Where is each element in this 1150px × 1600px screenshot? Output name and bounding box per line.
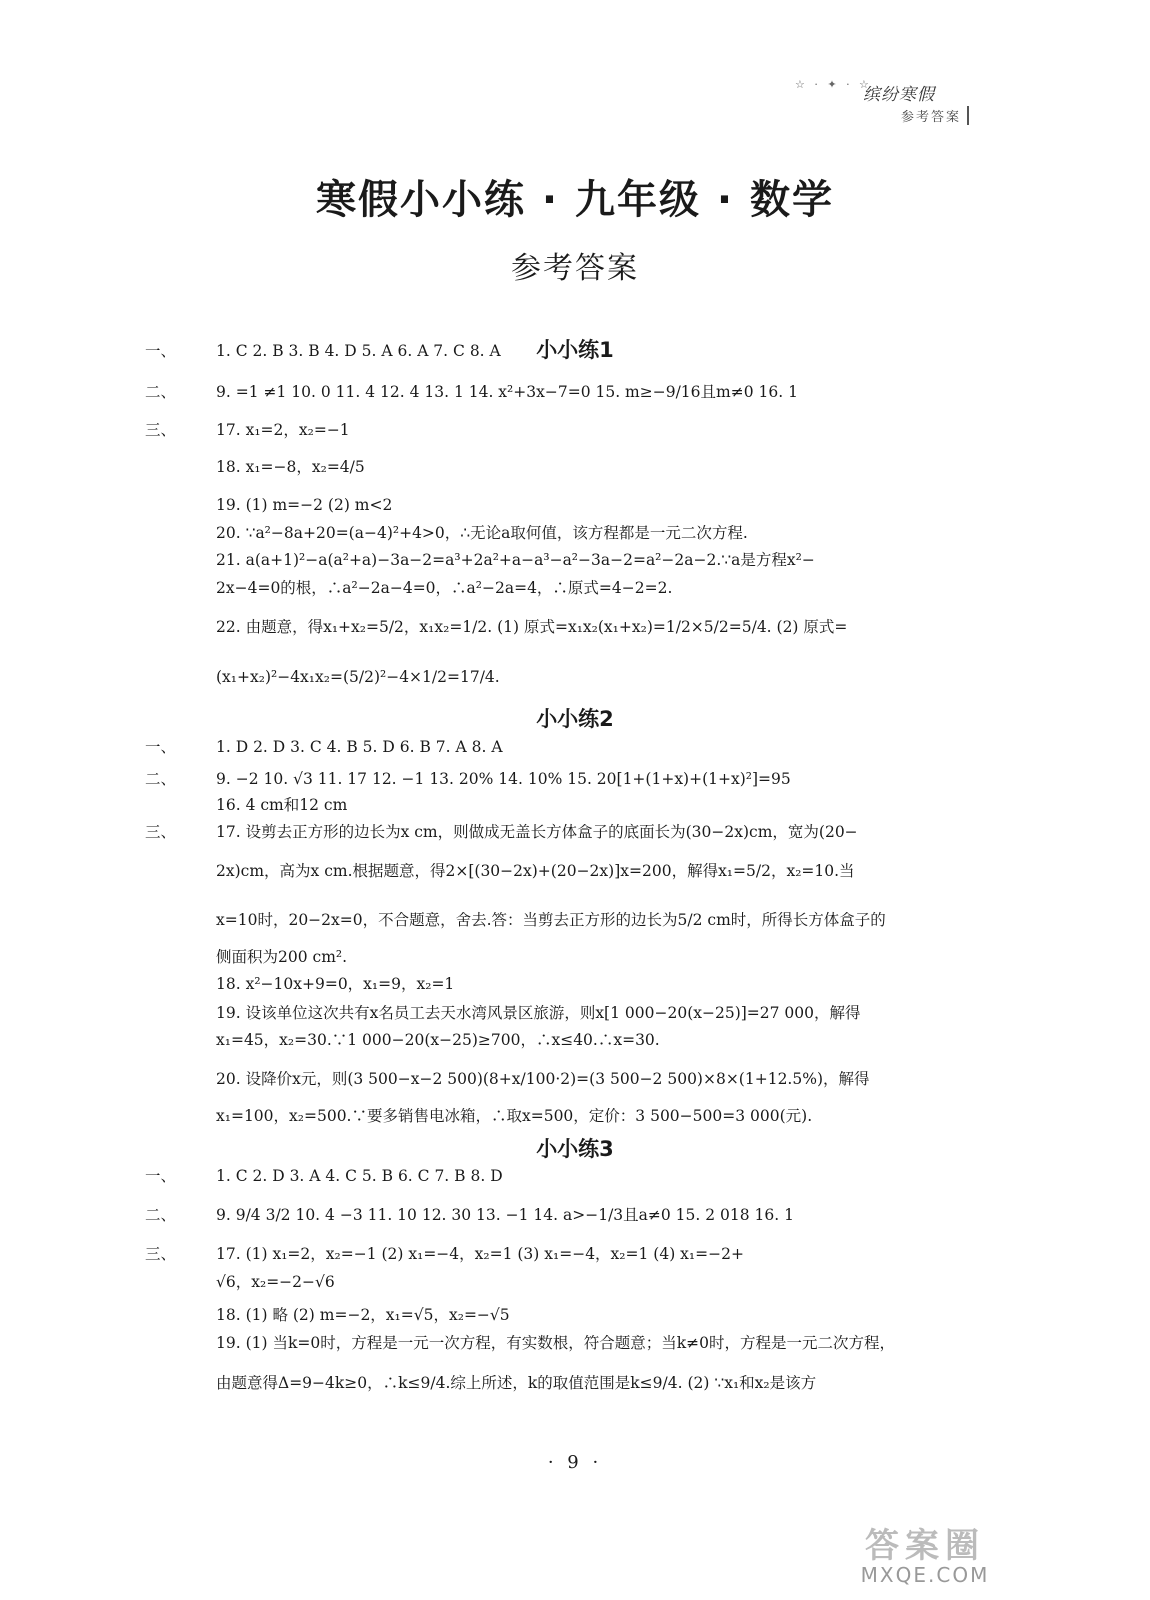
answer-line xyxy=(0,452,1150,482)
answer-line xyxy=(0,1328,1150,1358)
line-label: 三、 xyxy=(145,1245,177,1263)
line-text: 1. C 2. B 3. B 4. D 5. A 6. A 7. C 8. A xyxy=(216,342,501,360)
line-text: 1. D 2. D 3. C 4. B 5. D 6. B 7. A 8. A xyxy=(216,738,503,756)
line-text: 由题意得Δ=9−4k≥0，∴k≤9/4.综上所述，k的取值范围是k≤9/4. (2) ∵x₁和x₂是该方 xyxy=(216,1374,817,1392)
answer-line xyxy=(0,969,1150,999)
answer-line xyxy=(0,856,1150,886)
line-text: 18. x²−10x+9=0，x₁=9，x₂=1 xyxy=(216,975,455,993)
section-heading: 小小练1 xyxy=(536,338,614,362)
answer-line xyxy=(0,1267,1150,1297)
line-label: 一、 xyxy=(145,1167,177,1185)
line-text: 22. 由题意，得x₁+x₂=5/2，x₁x₂=1/2. (1) 原式=x₁x₂(x₁+x₂)=1/2×5/2=5/4. (2) 原式= xyxy=(216,618,848,636)
answer-line xyxy=(0,1300,1150,1330)
answer-line xyxy=(0,518,1150,548)
brand-text: 缤纷寒假 xyxy=(863,85,935,105)
answer-line xyxy=(0,490,1150,520)
line-text: 17. x₁=2，x₂=−1 xyxy=(216,421,350,439)
section-heading: 小小练2 xyxy=(536,707,614,731)
line-text: 1. C 2. D 3. A 4. C 5. B 6. C 7. B 8. D xyxy=(216,1167,503,1185)
line-text: 2x−4=0的根，∴a²−2a−4=0，∴a²−2a=4，∴原式=4−2=2. xyxy=(216,579,673,597)
line-label: 二、 xyxy=(145,383,177,401)
line-text: 9. 9/4 3/2 10. 4 −3 11. 10 12. 30 13. −1 14. a>−1/3且a≠0 15. 2 018 16. 1 xyxy=(216,1206,794,1224)
answer-line xyxy=(0,790,1150,820)
header-logo xyxy=(775,78,975,124)
line-text: √6，x₂=−2−√6 xyxy=(216,1273,335,1291)
line-label: 三、 xyxy=(145,421,177,439)
watermark xyxy=(830,1518,1020,1588)
section-heading: 小小练3 xyxy=(536,1137,614,1161)
line-text: 19. (1) 当k=0时，方程是一元一次方程，有实数根，符合题意；当k≠0时，方程是一元二次方程， xyxy=(216,1334,895,1352)
page-number: · 9 · xyxy=(547,1452,603,1473)
answer-line xyxy=(0,905,1150,935)
line-text: x₁=100，x₂=500.∵要多销售电冰箱，∴取x=500，定价：3 500−500=3 000(元). xyxy=(216,1107,813,1125)
answer-line xyxy=(0,573,1150,603)
line-label: 一、 xyxy=(145,738,177,756)
answer-line xyxy=(0,942,1150,972)
answer-line xyxy=(0,1161,1150,1191)
answer-line xyxy=(0,336,1150,366)
line-text: 侧面积为200 cm². xyxy=(216,948,348,966)
page-title: 寒假小小练 · 九年级 · 数学 xyxy=(315,177,835,223)
line-text: 18. x₁=−8，x₂=4/5 xyxy=(216,458,365,476)
line-text: 18. (1) 略 (2) m=−2，x₁=√5，x₂=−√5 xyxy=(216,1306,510,1324)
answer-line xyxy=(0,1101,1150,1131)
header-subtitle: 参考答案 xyxy=(901,106,969,125)
line-text: 20. 设降价x元，则(3 500−x−2 500)(8+x/100·2)=(3 500−2 500)×8×(1+12.5%)，解得 xyxy=(216,1070,870,1088)
answer-line xyxy=(0,377,1150,407)
line-label: 二、 xyxy=(145,770,177,788)
line-text: 2x)cm，高为x cm.根据题意，得2×[(30−2x)+(20−2x)]x=200，解得x₁=5/2，x₂=10.当 xyxy=(216,862,855,880)
answer-line xyxy=(0,545,1150,575)
answer-line xyxy=(0,1239,1150,1269)
line-text: x=10时，20−2x=0，不合题意，舍去.答：当剪去正方形的边长为5/2 cm时，所得长方体盒子的 xyxy=(216,911,886,929)
line-text: 9. =1 ≠1 10. 0 11. 4 12. 4 13. 1 14. x²+3x−7=0 15. m≥−9/16且m≠0 16. 1 xyxy=(216,383,798,401)
line-text: 19. 设该单位这次共有x名员工去天水湾风景区旅游，则x[1 000−20(x−25)]=27 000，解得 xyxy=(216,1004,861,1022)
page-subtitle: 参考答案 xyxy=(511,251,639,286)
answer-line xyxy=(0,415,1150,445)
line-text: 9. −2 10. √3 11. 17 12. −1 13. 20% 14. 10% 15. 20[1+(1+x)+(1+x)²]=95 xyxy=(216,770,791,788)
answer-line xyxy=(0,662,1150,692)
answer-line xyxy=(0,732,1150,762)
line-label: 二、 xyxy=(145,1206,177,1224)
line-label: 一、 xyxy=(145,342,177,360)
line-text: 19. (1) m=−2 (2) m<2 xyxy=(216,496,393,514)
answer-line xyxy=(0,1200,1150,1230)
answer-line xyxy=(0,1368,1150,1398)
stars-icon: ☆ · ✦ · ☆ xyxy=(795,78,872,91)
line-text: 21. a(a+1)²−a(a²+a)−3a−2=a³+2a²+a−a³−a²−3a−2=a²−2a−2.∵a是方程x²− xyxy=(216,551,815,569)
line-label: 三、 xyxy=(145,823,177,841)
watermark-url: MXQE.COM xyxy=(860,1563,990,1587)
line-text: (x₁+x₂)²−4x₁x₂=(5/2)²−4×1/2=17/4. xyxy=(216,668,500,686)
line-text: 17. (1) x₁=2，x₂=−1 (2) x₁=−4，x₂=1 (3) x₁=−4，x₂=1 (4) x₁=−2+ xyxy=(216,1245,744,1263)
answer-line xyxy=(0,817,1150,847)
line-text: 20. ∵a²−8a+20=(a−4)²+4>0，∴无论a取何值，该方程都是一元二次方程. xyxy=(216,524,748,542)
answer-line xyxy=(0,1064,1150,1094)
line-text: 17. 设剪去正方形的边长为x cm，则做成无盖长方体盒子的底面长为(30−2x)cm，宽为(20− xyxy=(216,823,858,841)
answer-line xyxy=(0,612,1150,642)
line-text: 16. 4 cm和12 cm xyxy=(216,796,348,814)
answer-line xyxy=(0,998,1150,1028)
watermark-logo: 答案圈 xyxy=(865,1526,985,1566)
answer-line xyxy=(0,1025,1150,1055)
line-text: x₁=45，x₂=30.∵1 000−20(x−25)≥700，∴x≤40.∴x=30. xyxy=(216,1031,660,1049)
